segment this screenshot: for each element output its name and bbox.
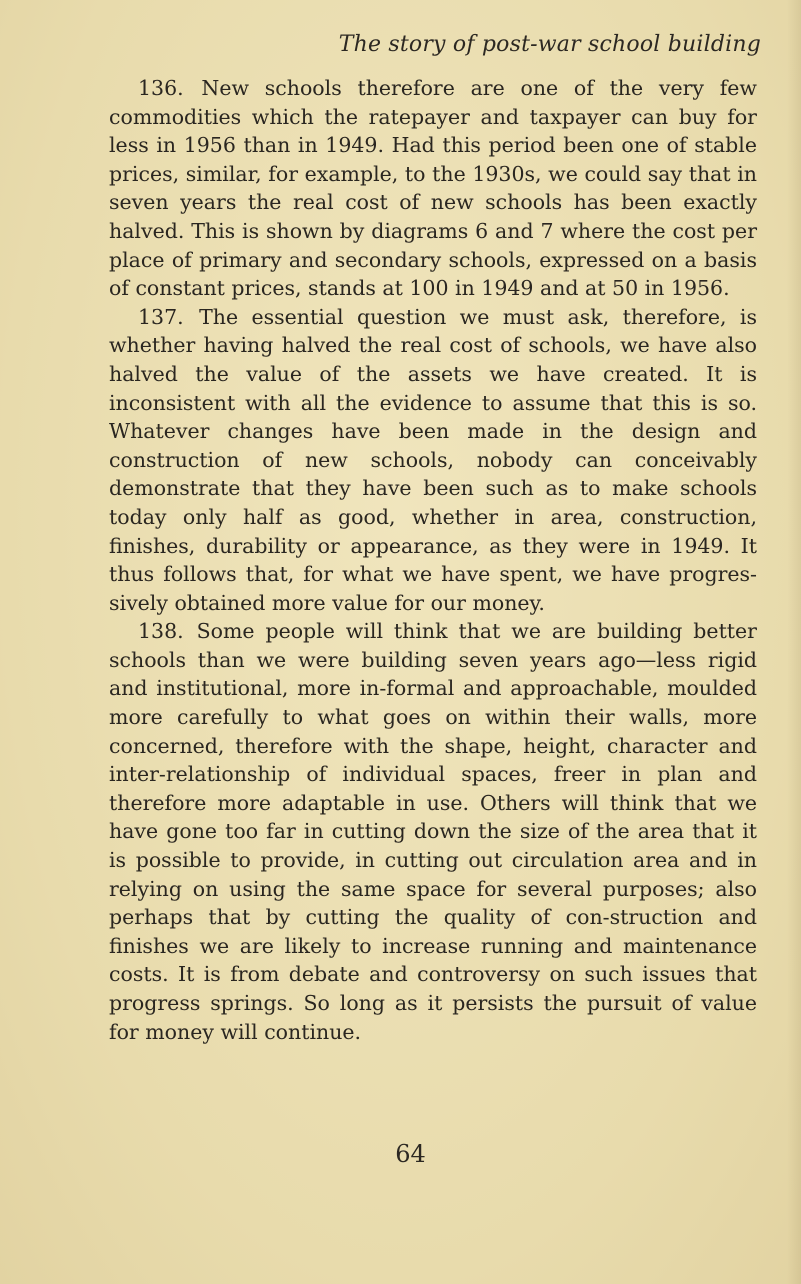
- page-number: 64: [395, 1140, 426, 1168]
- paragraph-text: The essential question we must ask, therefore, is whether having halved the real cost of schools, we have also halved the value of the assets we have created. It is inconsistent with all the evidence to assume that this is so. Whatever changes have been made in the design and construction of new schools, nobody can conceivably demonstrate that they have been such as to make schools today only half as good, whether in area, construction, finishes, durability or appearance, as they were in 1949. It thus follows that, for what we have spent, we have progres-sively obtained more value for our money.: [109, 304, 757, 615]
- paragraph-text: Some people will think that we are building better schools than we were building seven years ago—less rigid and institutional, more in-formal and approachable, moulded more carefully to what goes on within their walls, more concerned, therefore with the shape, height, character and inter-relationship of individual spaces, freer in plan and therefore more adaptable in use. Others will think that we have gone too far in cutting down the size of the area that it is possible to provide, in cutting out circulation area and in relying on using the same space for several purposes; also perhaps that by cutting the quality of con-struction and finishes we are likely to increase running and maintenance costs. It is from debate and controversy on such issues that progress springs. So long as it persists the pursuit of value for money will continue.: [109, 619, 757, 1044]
- body-text: [109, 74, 757, 1046]
- paragraph-138: [109, 617, 757, 1046]
- running-head: The story of post-war school building: [338, 32, 761, 57]
- paragraph-number: 138.: [138, 619, 184, 644]
- paragraph-text: New schools therefore are one of the very few commodities which the ratepayer and taxpayer can buy for less in 1956 than in 1949. Had this period been one of stable prices, similar, for example, to the 1930s, we could say that in seven years the real cost of new schools has been exactly halved. This is shown by diagrams 6 and 7 where the cost per place of primary and secondary schools, expressed on a basis of constant prices, stands at 100 in 1949 and at 50 in 1956.: [109, 76, 757, 301]
- paragraph-137: [109, 303, 757, 618]
- paragraph-136: [109, 74, 757, 303]
- paragraph-number: 136.: [138, 76, 184, 100]
- page-number-container: [0, 1140, 801, 1168]
- page-edge-shadow: [787, 0, 801, 1284]
- paragraph-number: 137.: [138, 304, 184, 329]
